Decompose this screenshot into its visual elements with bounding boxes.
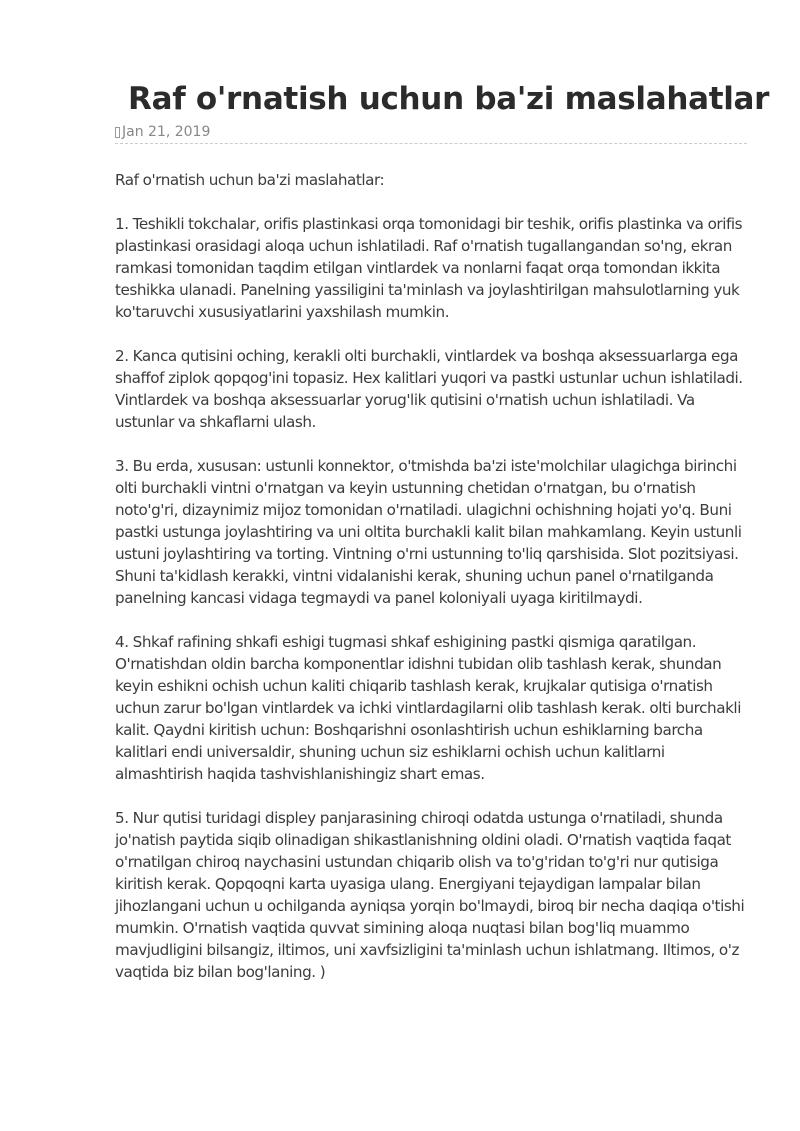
paragraph-4: 4. Shkaf rafining shkafi eshigi tugmasi shkaf eshigining pastki qismiga qaratilgan. O'rnatishdan oldin barcha komponentlar idishni tubidan olib tashlash kerak, shundan keyin eshikni ochish uchun kaliti chiqarib tashlash kerak, krujkalar qutisiga o'rnatish uchun zarur bo'lgan vintlardek va ichki vintlardagilarni olib tashlash kerak. olti burchakli kalit. Qaydni kiritish uchun: Boshqarishni osonlashtirish uchun eshiklarning barcha kalitlari endi universaldir, shuning uchun siz eshiklarni ochish uchun kalitlarni almashtirish haqida tashvishlanishingiz shart emas. [115,633,741,783]
page-title: Raf o'rnatish uchun ba'zi maslahatlar [128,81,770,117]
intro-paragraph: Raf o'rnatish uchun ba'zi maslahatlar: [115,171,385,189]
paragraph-3: 3. Bu erda, xususan: ustunli konnektor, o'tmishda ba'zi iste'molchilar ulagichga birinchi olti burchakli vintni o'rnatgan va keyin ustunning chetidan o'rnatgan, bu o'rnatish noto'g'ri, dizaynimiz mijoz tomonidan o'rnatiladi. ulagichni ochishning hojati yo'q. Buni pastki ustunga joylashtiring va uni oltita burchakli kalit bilan mahkamlang. Keyin ustunli ustuni joylashtiring va torting. Vintning o'rni ustunning to'liq qarshisida. Slot pozitsiyasi. Shuni ta'kidlash kerakki, vintni vidalanishi kerak, shuning uchun panel o'rnatilganda panelning kancasi vidaga tegmaydi va panel koloniyali uyaga kiritilmaydi. [115,457,742,607]
paragraph-1: 1. Teshikli tokchalar, orifis plastinkasi orqa tomonidagi bir teshik, orifis plastinka va orifis plastinkasi orasidagi aloqa uchun ishlatiladi. Raf o'rnatish tugallangandan so'ng, ekran ramkasi tomonidan taqdim etilgan vintlardek va nonlarni faqat orqa tomondan ikkita teshikka ulanadi. Panelning yassiligini ta'minlash va joylashtirilgan mahsulotlarning yuk ko'taruvchi xususiyatlarini yaxshilash mumkin. [115,215,743,321]
divider [115,143,747,144]
post-date: Jan 21, 2019 [122,124,211,140]
article [115,78,770,1005]
article-body [115,169,747,983]
paragraph-5: 5. Nur qutisi turidagi displey panjarasining chiroqi odatda ustunga o'rnatiladi, shunda jo'natish paytida siqib olinadigan shikastlanishning oldini oladi. O'rnatish vaqtida faqat o'rnatilgan chiroq naychasini ustundan chiqarib olish va to'g'ridan to'g'ri nur qutisiga kiritish kerak. Qopqoqni karta uyasiga ulang. Energiyani tejaydigan lampalar bilan jihozlangani uchun u ochilganda ayniqsa yorqin bo'lmaydi, biroq bir necha daqiqa o'tishi mumkin. O'rnatish vaqtida quvvat simining aloqa nuqtasi bilan bog'liq muammo mavjudligini bilsangiz, iltimos, uni xavfsizligini ta'minlash uchun ishlatmang. Iltimos, o'z vaqtida biz bilan bog'laning. ) [115,809,745,981]
post-meta [115,122,747,142]
paragraph-2: 2. Kanca qutisini oching, kerakli olti burchakli, vintlardek va boshqa aksessuarlarga ega shaffof ziplok qopqog'ini topasiz. Hex kalitlari yuqori va pastki ustunlar uchun ishlatiladi. Vintlardek va boshqa aksessuarlar yorug'lik qutisini o'rnatish uchun ishlatiladi. Va ustunlar va shkaflarni ulash. [115,347,743,431]
calendar-icon [115,127,120,138]
